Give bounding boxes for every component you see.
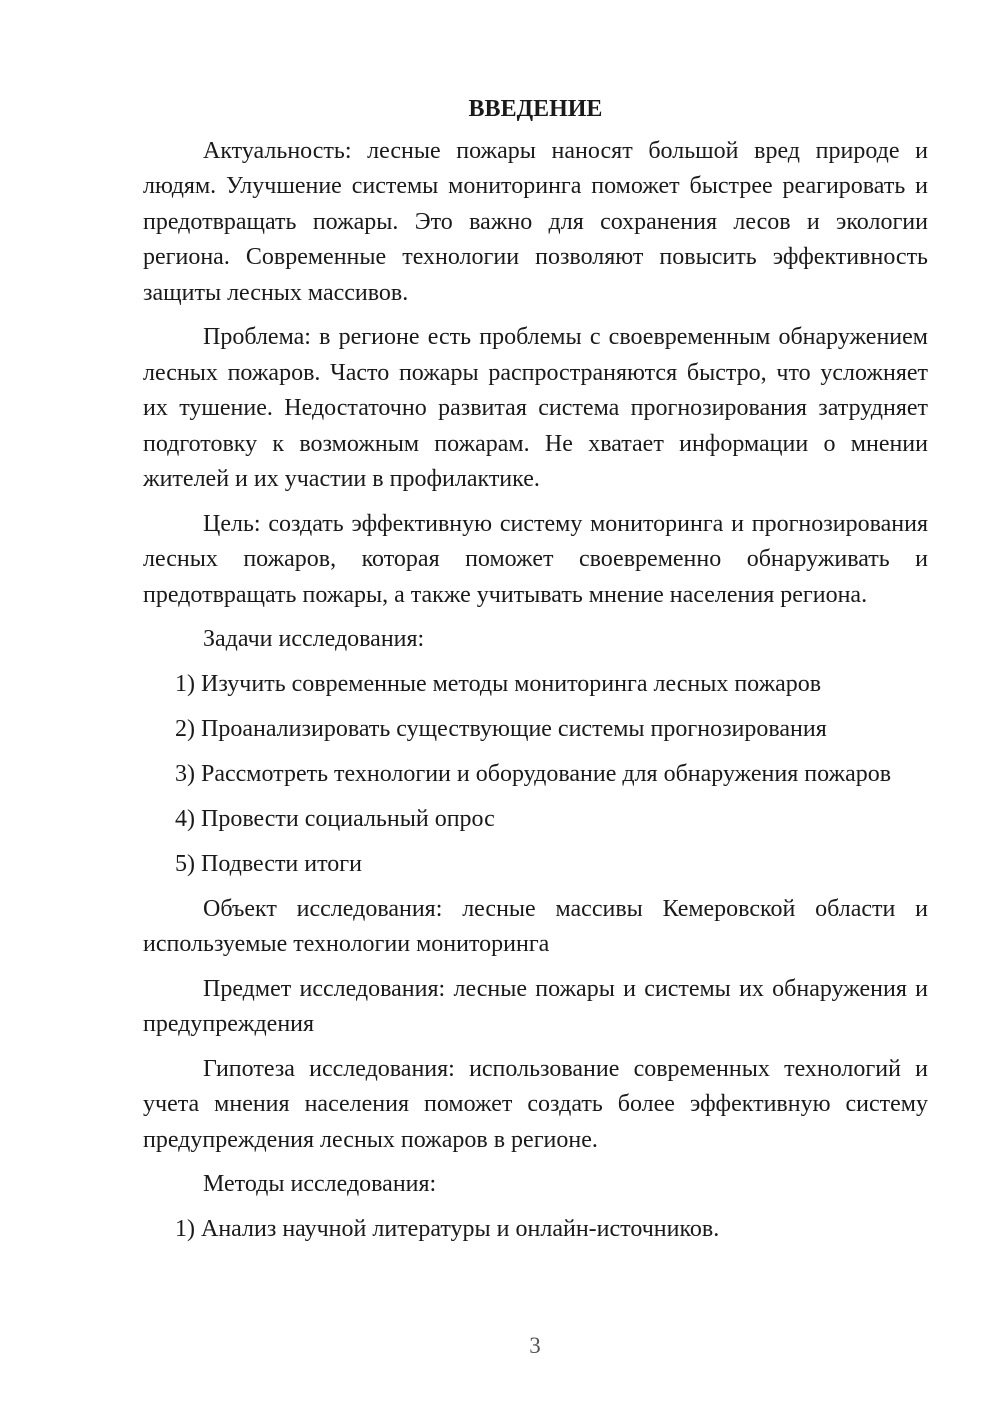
tasks-list — [143, 667, 928, 883]
task-item: 2) Проанализировать существующие системы прогнозирования — [175, 715, 827, 742]
document-body — [143, 92, 928, 1257]
task-item: 1) Изучить современные методы мониторинга лесных пожаров — [175, 670, 822, 697]
subject-paragraph: Предмет исследования: лесные пожары и системы их обнаружения и предупреждения — [143, 975, 928, 1037]
methods-heading: Методы исследования: — [203, 1171, 437, 1197]
methods-list — [143, 1212, 928, 1248]
method-item: 1) Анализ научной литературы и онлайн-источников. — [175, 1215, 720, 1242]
goal-paragraph: Цель: создать эффективную систему мониторинга и прогнозирования лесных пожаров, которая поможет своевременно обнаруживать и предотвращать пожары, а также учитывать мнение населения региона. — [143, 510, 928, 608]
hypothesis-paragraph: Гипотеза исследования: использование современных технологий и учета мнения населения поможет создать более эффективную систему предупреждения лесных пожаров в регионе. — [143, 1055, 928, 1153]
relevance-paragraph: Актуальность: лесные пожары наносят большой вред природе и людям. Улучшение системы мониторинга поможет быстрее реагировать и предотвращать пожары. Это важно для сохранения лесов и экологии региона. Современные технологии позволяют повысить эффективность защиты лесных массивов. — [143, 137, 928, 306]
tasks-heading: Задачи исследования: — [203, 626, 425, 652]
page-number: 3 — [529, 1333, 541, 1358]
task-item: 3) Рассмотреть технологии и оборудование для обнаружения пожаров — [175, 760, 892, 787]
problem-paragraph: Проблема: в регионе есть проблемы с своевременным обнаружением лесных пожаров. Часто пожары распространяются быстро, что усложняет их тушение. Недостаточно развитая система прогнозирования затрудняет подготовку к возможным пожарам. Не хватает информации о мнении жителей и их участии в профилактике. — [143, 324, 928, 492]
section-title: ВВЕДЕНИЕ — [468, 96, 603, 122]
object-paragraph: Объект исследования: лесные массивы Кемеровской области и используемые технологии мониторинга — [143, 895, 928, 957]
task-item: 4) Провести социальный опрос — [175, 805, 495, 832]
task-item: 5) Подвести итоги — [175, 850, 362, 877]
